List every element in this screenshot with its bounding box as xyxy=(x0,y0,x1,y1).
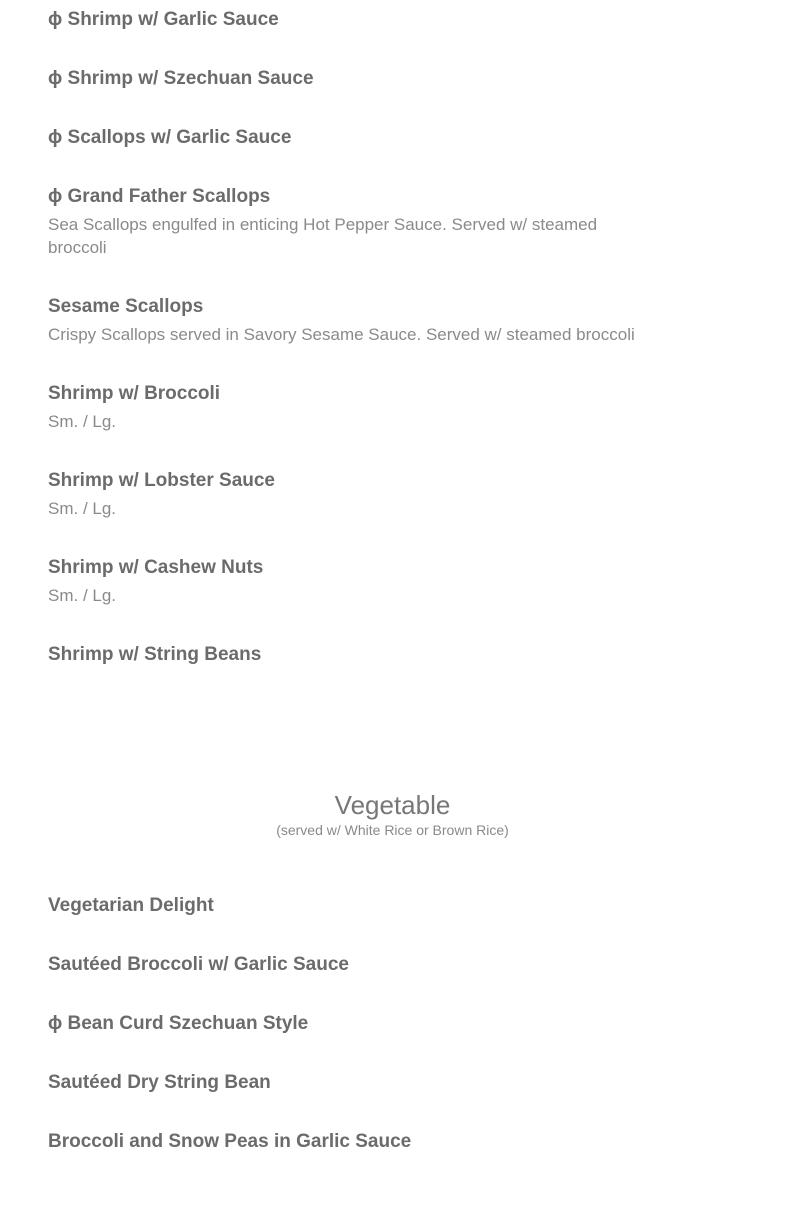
item-name: ϕ Bean Curd Szechuan Style xyxy=(48,1013,309,1034)
item-description: Sm. / Lg. xyxy=(48,586,117,605)
item-name: Sautéed Broccoli w/ Garlic Sauce xyxy=(48,954,349,975)
menu-item xyxy=(48,556,688,607)
menu-item xyxy=(48,1012,688,1036)
item-name: Vegetarian Delight xyxy=(48,895,214,916)
menu-item xyxy=(48,67,688,91)
item-name: ϕ Shrimp w/ Garlic Sauce xyxy=(48,9,279,30)
menu-item xyxy=(48,126,688,150)
section-title: Vegetable xyxy=(334,790,451,820)
menu-item xyxy=(48,953,688,977)
menu-item xyxy=(48,1071,688,1095)
item-name: Shrimp w/ Broccoli xyxy=(48,383,221,404)
item-name: ϕ Shrimp w/ Szechuan Sauce xyxy=(48,68,314,89)
menu-item xyxy=(48,1130,688,1154)
item-name: Shrimp w/ Cashew Nuts xyxy=(48,557,264,578)
item-description: Sea Scallops engulfed in enticing Hot Pepper Sauce. Served w/ steamed broccoli xyxy=(48,215,598,257)
menu-item xyxy=(48,185,688,259)
menu-item xyxy=(48,894,688,918)
menu-item xyxy=(48,295,688,346)
item-name: Sautéed Dry String Bean xyxy=(48,1072,271,1093)
item-name: Shrimp w/ Lobster Sauce xyxy=(48,470,275,491)
menu-item xyxy=(48,469,688,520)
menu-item xyxy=(48,382,688,433)
vegetable-section-header xyxy=(0,790,785,839)
item-name: Shrimp w/ String Beans xyxy=(48,644,262,665)
item-description: Sm. / Lg. xyxy=(48,412,117,431)
section-subtitle: (served w/ White Rice or Brown Rice) xyxy=(276,822,509,838)
item-name: Broccoli and Snow Peas in Garlic Sauce xyxy=(48,1131,412,1152)
item-name: Sesame Scallops xyxy=(48,296,204,317)
item-description: Sm. / Lg. xyxy=(48,499,117,518)
item-description: Crispy Scallops served in Savory Sesame Sauce. Served w/ steamed broccoli xyxy=(48,325,635,344)
item-name: ϕ Scallops w/ Garlic Sauce xyxy=(48,127,292,148)
item-name: ϕ Grand Father Scallops xyxy=(48,186,271,207)
menu-item xyxy=(48,643,688,667)
menu-item xyxy=(48,8,688,32)
